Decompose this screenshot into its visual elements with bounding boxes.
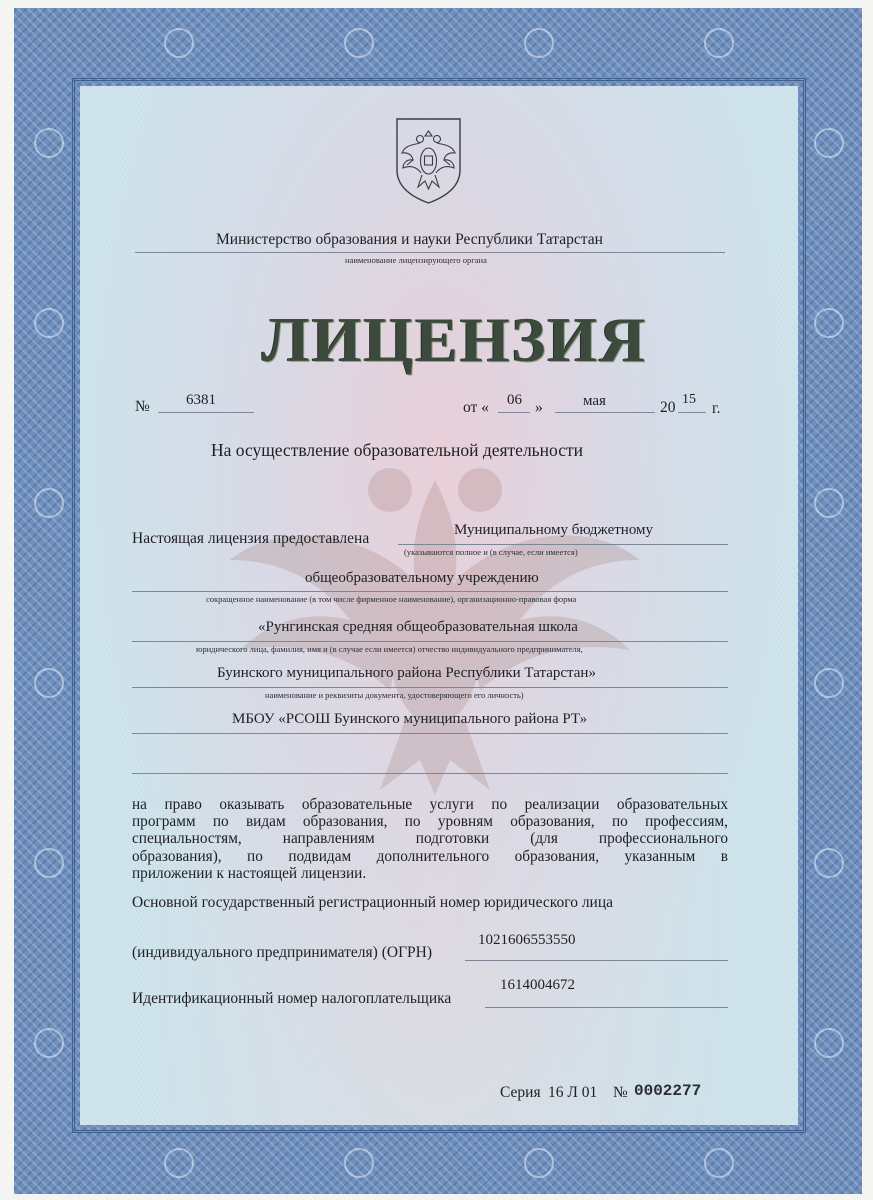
ogrn-label-line2: (индивидуального предпринимателя) (ОГРН) — [132, 944, 433, 961]
year-prefix: 20 — [660, 399, 676, 416]
grantee-line2: общеобразовательному учреждению — [305, 570, 539, 586]
border-swirl-icon — [344, 1148, 374, 1178]
day-underline — [498, 412, 530, 413]
border-swirl-icon — [814, 308, 844, 338]
border-swirl-icon — [814, 848, 844, 878]
border-swirl-icon — [814, 488, 844, 518]
border-swirl-icon — [704, 1148, 734, 1178]
license-number: 6381 — [186, 392, 216, 408]
rights-line: приложении к настоящей лицензии. — [132, 864, 367, 882]
series-number-label: № — [613, 1084, 628, 1101]
border-swirl-icon — [344, 28, 374, 58]
document-title: ЛИЦЕНЗИЯ — [262, 304, 648, 375]
border-swirl-icon — [34, 848, 64, 878]
year-suffix: 15 — [682, 392, 696, 407]
border-swirl-icon — [704, 28, 734, 58]
number-underline — [158, 412, 254, 413]
border-swirl-icon — [524, 28, 554, 58]
number-label: № — [135, 398, 150, 415]
rights-line: на право оказывать образовательные услуги по реализации образовательных — [132, 796, 728, 813]
date-day: 06 — [507, 392, 522, 408]
ogrn-value: 1021606553550 — [478, 932, 576, 948]
border-swirl-icon — [814, 128, 844, 158]
ogrn-label-line1: Основной государственный регистрационный номер юридического лица — [132, 894, 614, 911]
grantee-line3-underline — [132, 641, 728, 642]
rights-line: программ по видам образования, по уровням образования, по профессиям, — [132, 813, 728, 831]
grantee-line2-underline — [132, 591, 728, 592]
grantee-line4: Буинского муниципального района Республики Татарстан» — [217, 665, 596, 681]
double-headed-eagle-emblem-icon — [393, 115, 464, 205]
border-swirl-icon — [34, 1028, 64, 1058]
issuer-underline — [135, 252, 725, 253]
rights-paragraph — [132, 796, 728, 882]
border-swirl-icon — [34, 668, 64, 698]
rights-line: образования), по подвидам дополнительного образования, указанным в — [132, 847, 728, 865]
border-swirl-icon — [814, 668, 844, 698]
series-label: Серия — [500, 1084, 541, 1101]
grantee-caption2: сокращенное наименование (в том числе фирменное наименование), организационно-правовая форма — [206, 594, 577, 604]
blank-underline — [132, 773, 728, 774]
inn-value: 1614004672 — [500, 977, 575, 993]
border-swirl-icon — [34, 308, 64, 338]
border-swirl-icon — [164, 28, 194, 58]
grantee-line5-underline — [132, 733, 728, 734]
grantee-caption1: (указываются полное и (в случае, если имеется) — [404, 547, 578, 557]
border-swirl-icon — [524, 1148, 554, 1178]
grantee-line1-underline — [398, 544, 728, 545]
inn-underline — [485, 1007, 728, 1008]
border-swirl-icon — [34, 488, 64, 518]
issuer-name: Министерство образования и науки Республики Татарстан — [216, 231, 603, 248]
grantee-line1: Муниципальному бюджетному — [454, 522, 654, 538]
month-underline — [555, 412, 655, 413]
date-close-quote: » — [535, 399, 543, 416]
grantee-caption4: наименование и реквизиты документа, удостоверяющего его личность) — [265, 690, 524, 700]
license-purpose: На осуществление образовательной деятельности — [211, 440, 583, 460]
series-value: 16 Л 01 — [548, 1084, 598, 1101]
grantee-label: Настоящая лицензия предоставлена — [132, 530, 370, 547]
grantee-caption3: юридического лица, фамилия, имя и (в случае если имеется) отчество индивидуального предпринимателя, — [196, 644, 583, 654]
rights-line: специальностям, направлениям подготовки (для профессионального — [132, 830, 728, 848]
border-swirl-icon — [814, 1028, 844, 1058]
inn-label: Идентификационный номер налогоплательщика — [132, 990, 452, 1007]
date-month: мая — [583, 393, 606, 409]
border-swirl-icon — [164, 1148, 194, 1178]
grantee-line3: «Рунгинская средняя общеобразовательная школа — [258, 619, 578, 635]
ogrn-underline — [465, 960, 728, 961]
grantee-line4-underline — [132, 687, 728, 688]
date-prefix: от « — [463, 399, 489, 416]
year-unit: г. — [712, 400, 721, 417]
grantee-line5: МБОУ «РСОШ Буинского муниципального района РТ» — [232, 711, 588, 727]
issuer-caption: наименование лицензирующего органа — [345, 255, 487, 265]
year-underline — [678, 412, 706, 413]
series-number: 0002277 — [634, 1082, 702, 1100]
border-swirl-icon — [34, 128, 64, 158]
